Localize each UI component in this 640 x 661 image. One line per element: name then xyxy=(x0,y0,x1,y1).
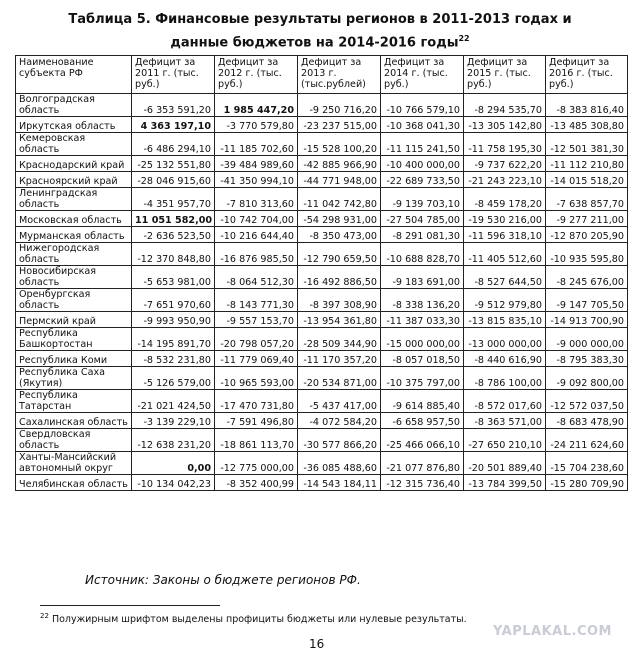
deficit-value: -13 784 399,50 xyxy=(464,475,546,491)
deficit-value: -5 437 417,00 xyxy=(298,390,381,413)
deficit-value: -2 636 523,50 xyxy=(132,227,215,243)
deficit-value: -10 688 828,70 xyxy=(381,243,464,266)
region-name: Нижегородская область xyxy=(16,243,132,266)
region-name: Красноярский край xyxy=(16,172,132,188)
deficit-value: -10 766 579,10 xyxy=(381,94,464,117)
deficit-value: -15 528 100,20 xyxy=(298,133,381,156)
region-name: Новосибирская область xyxy=(16,266,132,289)
deficit-value: -12 870 205,90 xyxy=(546,227,628,243)
deficit-value: -18 861 113,70 xyxy=(215,429,298,452)
deficit-value: -11 596 318,10 xyxy=(464,227,546,243)
region-name: Московская область xyxy=(16,211,132,227)
deficit-value: -8 397 308,90 xyxy=(298,289,381,312)
deficit-value: -9 139 703,10 xyxy=(381,188,464,211)
region-name: Краснодарский край xyxy=(16,156,132,172)
header-deficit-2: Дефицит за 2012 г. (тыс. руб.) xyxy=(215,56,298,94)
table-row xyxy=(16,227,628,243)
table-row xyxy=(16,94,628,117)
table-row xyxy=(16,475,628,491)
source-note: Источник: Законы о бюджете регионов РФ. xyxy=(85,573,361,587)
deficit-value: -9 993 950,90 xyxy=(132,312,215,328)
watermark: YAPLAKAL.COM xyxy=(493,624,612,639)
deficit-value: -16 492 886,50 xyxy=(298,266,381,289)
header-deficit-4: Дефицит за 2014 г. (тыс. руб.) xyxy=(381,56,464,94)
deficit-value: -9 183 691,00 xyxy=(381,266,464,289)
table-body xyxy=(16,94,628,491)
deficit-value: -12 501 381,30 xyxy=(546,133,628,156)
deficit-value: -11 170 357,20 xyxy=(298,351,381,367)
deficit-value: -8 440 616,90 xyxy=(464,351,546,367)
deficit-value: 11 051 582,00 xyxy=(132,211,215,227)
deficit-value: -8 363 571,00 xyxy=(464,413,546,429)
table-title-line2-text: данные бюджетов на 2014-2016 годы xyxy=(170,35,459,51)
deficit-value: -5 653 981,00 xyxy=(132,266,215,289)
deficit-value: -8 245 676,00 xyxy=(546,266,628,289)
deficit-value: -12 315 736,40 xyxy=(381,475,464,491)
deficit-value: -13 305 142,80 xyxy=(464,117,546,133)
deficit-value: -14 913 700,90 xyxy=(546,312,628,328)
header-deficit-1: Дефицит за 2011 г. (тыс. руб.) xyxy=(132,56,215,94)
deficit-value: -8 057 018,50 xyxy=(381,351,464,367)
table-row xyxy=(16,266,628,289)
deficit-value: -8 786 100,00 xyxy=(464,367,546,390)
deficit-value: -25 466 066,10 xyxy=(381,429,464,452)
deficit-value: -27 504 785,00 xyxy=(381,211,464,227)
table-row xyxy=(16,328,628,351)
region-name: Ханты-Мансийский автономный округ xyxy=(16,452,132,475)
deficit-value: -16 876 985,50 xyxy=(215,243,298,266)
deficit-value: -10 400 000,00 xyxy=(381,156,464,172)
deficit-value: -8 527 644,50 xyxy=(464,266,546,289)
deficit-value: -42 885 966,90 xyxy=(298,156,381,172)
deficit-value: -30 577 866,20 xyxy=(298,429,381,452)
deficit-value: -8 795 383,30 xyxy=(546,351,628,367)
region-name: Волгоградская область xyxy=(16,94,132,117)
region-name: Республика Татарстан xyxy=(16,390,132,413)
table-title-line2 xyxy=(60,29,580,52)
deficit-value: -6 658 957,50 xyxy=(381,413,464,429)
deficit-value: -19 530 216,00 xyxy=(464,211,546,227)
region-name: Свердловская область xyxy=(16,429,132,452)
region-name: Пермский край xyxy=(16,312,132,328)
table-title-line1: Таблица 5. Финансовые результаты регионов в 2011-2013 годах и xyxy=(68,12,572,27)
deficit-value: -8 064 512,30 xyxy=(215,266,298,289)
deficit-value: 1 985 447,20 xyxy=(215,94,298,117)
footnote-ref: 22 xyxy=(458,34,470,43)
deficit-value: -9 512 979,80 xyxy=(464,289,546,312)
table-row xyxy=(16,367,628,390)
table-row xyxy=(16,156,628,172)
deficit-value: -10 134 042,23 xyxy=(132,475,215,491)
deficit-value: -3 139 229,10 xyxy=(132,413,215,429)
footnote-number: 22 xyxy=(40,612,49,620)
table-row xyxy=(16,390,628,413)
deficit-value: -39 484 989,60 xyxy=(215,156,298,172)
deficit-value: -44 771 948,00 xyxy=(298,172,381,188)
deficit-value: -7 591 496,80 xyxy=(215,413,298,429)
deficit-value: -15 000 000,00 xyxy=(381,328,464,351)
deficit-value: -20 534 871,00 xyxy=(298,367,381,390)
table-row xyxy=(16,351,628,367)
deficit-value: -13 815 835,10 xyxy=(464,312,546,328)
table-row xyxy=(16,172,628,188)
deficit-value: -8 338 136,20 xyxy=(381,289,464,312)
deficit-value: -6 486 294,10 xyxy=(132,133,215,156)
table-row xyxy=(16,413,628,429)
deficit-value: -9 557 153,70 xyxy=(215,312,298,328)
table-row xyxy=(16,429,628,452)
region-name: Мурманская область xyxy=(16,227,132,243)
deficit-value: -22 689 733,50 xyxy=(381,172,464,188)
deficit-value: -8 383 816,40 xyxy=(546,94,628,117)
deficit-value: -12 572 037,50 xyxy=(546,390,628,413)
deficit-value: -20 798 057,20 xyxy=(215,328,298,351)
deficit-value: -12 775 000,00 xyxy=(215,452,298,475)
deficit-value: -13 485 308,80 xyxy=(546,117,628,133)
deficit-value: -9 092 800,00 xyxy=(546,367,628,390)
deficit-value: -5 126 579,00 xyxy=(132,367,215,390)
deficit-value: 0,00 xyxy=(132,452,215,475)
deficit-value: -11 042 742,80 xyxy=(298,188,381,211)
deficit-value: -15 704 238,60 xyxy=(546,452,628,475)
deficit-value: -8 572 017,60 xyxy=(464,390,546,413)
deficit-value: -12 370 848,80 xyxy=(132,243,215,266)
deficit-value: -21 077 876,80 xyxy=(381,452,464,475)
deficit-value: -8 683 478,90 xyxy=(546,413,628,429)
deficit-value: -15 280 709,90 xyxy=(546,475,628,491)
deficit-value: -7 651 970,60 xyxy=(132,289,215,312)
deficit-value: -20 501 889,40 xyxy=(464,452,546,475)
deficit-value: -10 375 797,00 xyxy=(381,367,464,390)
region-name: Республика Коми xyxy=(16,351,132,367)
region-name: Сахалинская область xyxy=(16,413,132,429)
deficit-value: -11 115 241,50 xyxy=(381,133,464,156)
deficit-value: -6 353 591,20 xyxy=(132,94,215,117)
header-row xyxy=(16,56,628,94)
deficit-value: -7 638 857,70 xyxy=(546,188,628,211)
header-deficit-5: Дефицит за 2015 г. (тыс. руб.) xyxy=(464,56,546,94)
table-row xyxy=(16,452,628,475)
header-deficit-3: Дефицит за 2013 г. (тыс.рублей) xyxy=(298,56,381,94)
deficit-value: -21 021 424,50 xyxy=(132,390,215,413)
deficit-value: -28 509 344,90 xyxy=(298,328,381,351)
deficit-value: -11 758 195,30 xyxy=(464,133,546,156)
deficit-value: -17 470 731,80 xyxy=(215,390,298,413)
deficit-value: -54 298 931,00 xyxy=(298,211,381,227)
deficit-value: -12 638 231,20 xyxy=(132,429,215,452)
deficit-value: -11 405 512,60 xyxy=(464,243,546,266)
deficit-value: -28 046 915,60 xyxy=(132,172,215,188)
deficit-value: -14 015 518,20 xyxy=(546,172,628,188)
table-title xyxy=(60,10,580,52)
deficit-value: -8 350 473,00 xyxy=(298,227,381,243)
deficit-value: -8 532 231,80 xyxy=(132,351,215,367)
deficit-value: -8 459 178,20 xyxy=(464,188,546,211)
deficit-value: -8 143 771,30 xyxy=(215,289,298,312)
deficit-value: -9 147 705,50 xyxy=(546,289,628,312)
table-row xyxy=(16,133,628,156)
page-number: 16 xyxy=(309,637,325,651)
deficit-value: -9 614 885,40 xyxy=(381,390,464,413)
deficit-value: -11 112 210,80 xyxy=(546,156,628,172)
footnote xyxy=(40,612,467,625)
deficit-value: -13 000 000,00 xyxy=(464,328,546,351)
region-name: Республика Саха (Якутия) xyxy=(16,367,132,390)
region-name: Республика Башкортостан xyxy=(16,328,132,351)
deficit-value: -10 935 595,80 xyxy=(546,243,628,266)
deficit-value: -8 352 400,99 xyxy=(215,475,298,491)
deficit-value: -24 211 624,60 xyxy=(546,429,628,452)
deficit-value: -8 291 081,30 xyxy=(381,227,464,243)
finance-table xyxy=(15,55,628,491)
deficit-value: -4 351 957,70 xyxy=(132,188,215,211)
region-name: Кемеровская область xyxy=(16,133,132,156)
footnote-text: Полужирным шрифтом выделены профициты бюджеты или нулевые результаты. xyxy=(51,614,467,626)
region-name: Челябинская область xyxy=(16,475,132,491)
region-name: Оренбургская область xyxy=(16,289,132,312)
deficit-value: -12 790 659,50 xyxy=(298,243,381,266)
region-name: Иркутская область xyxy=(16,117,132,133)
deficit-value: 4 363 197,10 xyxy=(132,117,215,133)
deficit-value: -8 294 535,70 xyxy=(464,94,546,117)
deficit-value: -10 965 593,00 xyxy=(215,367,298,390)
deficit-value: -36 085 488,60 xyxy=(298,452,381,475)
deficit-value: -25 132 551,80 xyxy=(132,156,215,172)
table-row xyxy=(16,117,628,133)
deficit-value: -7 810 313,60 xyxy=(215,188,298,211)
table-row xyxy=(16,243,628,266)
deficit-value: -14 195 891,70 xyxy=(132,328,215,351)
deficit-value: -13 954 361,80 xyxy=(298,312,381,328)
footnote-divider xyxy=(40,605,220,606)
deficit-value: -10 216 644,40 xyxy=(215,227,298,243)
deficit-value: -14 543 184,11 xyxy=(298,475,381,491)
deficit-value: -27 650 210,10 xyxy=(464,429,546,452)
header-region: Наименование субъекта РФ xyxy=(16,56,132,94)
deficit-value: -11 387 033,30 xyxy=(381,312,464,328)
deficit-value: -9 737 622,20 xyxy=(464,156,546,172)
deficit-value: -9 000 000,00 xyxy=(546,328,628,351)
deficit-value: -9 277 211,00 xyxy=(546,211,628,227)
deficit-value: -4 072 584,20 xyxy=(298,413,381,429)
deficit-value: -21 243 223,10 xyxy=(464,172,546,188)
deficit-value: -11 185 702,60 xyxy=(215,133,298,156)
table-row xyxy=(16,289,628,312)
deficit-value: -23 237 515,00 xyxy=(298,117,381,133)
deficit-value: -10 742 704,00 xyxy=(215,211,298,227)
header-deficit-6: Дефицит за 2016 г. (тыс. руб.) xyxy=(546,56,628,94)
deficit-value: -11 779 069,40 xyxy=(215,351,298,367)
deficit-value: -10 368 041,30 xyxy=(381,117,464,133)
deficit-value: -3 770 579,80 xyxy=(215,117,298,133)
table-row xyxy=(16,188,628,211)
table-row xyxy=(16,312,628,328)
deficit-value: -41 350 994,10 xyxy=(215,172,298,188)
table-row xyxy=(16,211,628,227)
deficit-value: -9 250 716,20 xyxy=(298,94,381,117)
region-name: Ленинградская область xyxy=(16,188,132,211)
